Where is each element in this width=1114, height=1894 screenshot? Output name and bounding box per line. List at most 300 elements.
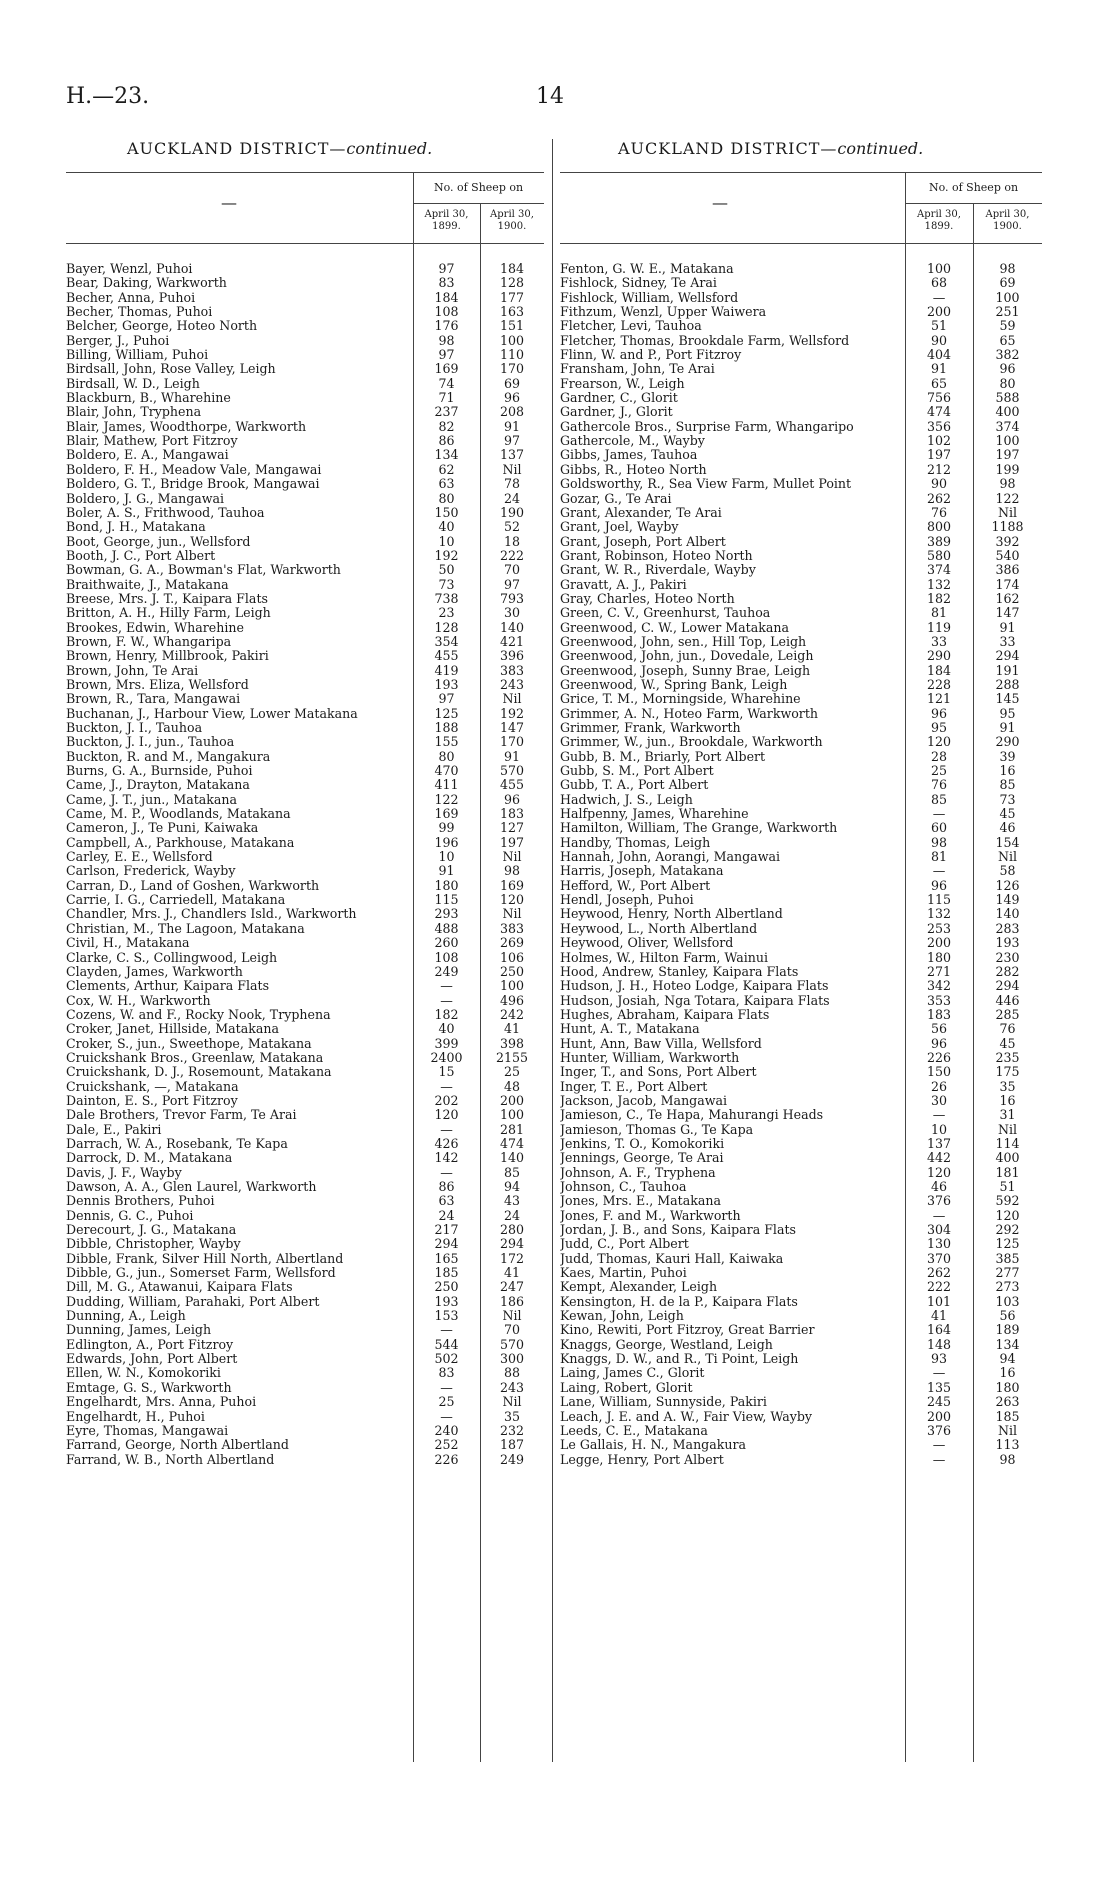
owner-name: Jamieson, C., Te Hapa, Mahurangi Heads [560,1108,824,1123]
owner-name: Chandler, Mrs. J., Chandlers Isld., Warkworth [66,907,357,922]
table-row [560,1323,1042,1337]
sheep-1899: 389 [926,533,952,549]
table-row [560,994,1042,1008]
sheep-1899: — [440,1322,453,1338]
table-row [560,348,1042,362]
table-row [66,692,544,706]
sheep-1899: 293 [434,906,459,922]
owner-name: Buchanan, J., Harbour View, Lower Matakana [66,706,358,721]
sheep-1899: 404 [926,347,952,363]
sheep-1900: 52 [503,519,521,535]
table-row [560,477,1042,491]
table-row [66,621,544,635]
owner-name: Grimmer, A. N., Hoteo Farm, Warkworth [560,706,818,721]
sheep-1899: 580 [926,547,952,563]
sheep-1899: 86 [438,433,455,449]
owner-name: Civil, H., Matakana [66,936,190,951]
left-rows [66,262,544,1467]
table-row [560,1180,1042,1194]
table-row [66,362,544,376]
sheep-1899: 96 [930,705,948,721]
sheep-1899: 200 [926,304,952,320]
table-row [66,1424,544,1438]
sheep-1900: 455 [499,777,525,793]
sheep-1900: 383 [499,920,525,936]
sheep-1900: 106 [499,949,525,965]
table-row [66,1180,544,1194]
sheep-1899: 51 [930,318,948,334]
owner-name: Fithzum, Wenzl, Upper Waiwera [560,305,767,320]
owner-name: Cruickshank, —, Matakana [66,1079,239,1094]
sheep-1900: 183 [499,806,525,822]
sheep-1900: 208 [499,404,525,420]
owner-name: Gubb, T. A., Port Albert [560,778,709,793]
table-row [560,319,1042,333]
table-row [560,1037,1042,1051]
table-row [66,893,544,907]
sheep-1900: 96 [999,361,1016,377]
owner-name: Emtage, G. S., Warkworth [66,1380,232,1395]
sheep-1899: 426 [434,1135,459,1151]
table-row [560,1295,1042,1309]
sheep-1900: 292 [995,1222,1020,1238]
sheep-1900: 192 [499,705,525,721]
sheep-1899: 83 [438,275,455,291]
sheep-1900: 163 [499,304,525,320]
sheep-1899: 121 [926,691,952,707]
owner-name: Edlington, A., Port Fitzroy [66,1337,234,1352]
owner-name: Goldsworthy, R., Sea View Farm, Mullet Point [560,477,852,492]
sheep-1900: 96 [503,390,521,406]
owner-name: Bayer, Wenzl, Puhoi [66,262,193,276]
sheep-1899: 99 [438,820,455,836]
owner-name: Hudson, Josiah, Nga Totara, Kaipara Flats [560,993,830,1008]
owner-name: Grant, Joel, Wayby [560,520,679,535]
sheep-1900: 140 [995,906,1020,922]
sheep-1900: 243 [499,1379,525,1395]
sheep-1900: 398 [499,1035,525,1051]
table-row [66,907,544,921]
sheep-1899: 122 [434,791,459,807]
owner-name: Blackburn, B., Wharehine [66,391,231,406]
sheep-1900: 199 [995,461,1020,477]
owner-name: Birdsall, John, Rose Valley, Leigh [66,362,276,377]
sheep-1899: — [932,1365,946,1381]
sheep-1899: — [440,1408,453,1424]
sheep-1900: 177 [499,289,525,305]
table-row [560,1453,1042,1467]
sheep-1899: 23 [438,605,455,621]
sheep-1900: 282 [995,963,1020,979]
sheep-1900: 100 [499,978,525,994]
table-row [560,334,1042,348]
table-row [560,305,1042,319]
sheep-1899: 28 [930,748,948,764]
owner-name: Grant, Joseph, Port Albert [560,534,726,549]
sheep-1899: 155 [434,734,459,750]
table-row [66,334,544,348]
sheep-1900: 80 [999,375,1016,391]
sheep-1899: 101 [926,1293,952,1309]
table-row [560,1223,1042,1237]
sheep-1899: 182 [926,590,952,606]
table-row [560,965,1042,979]
table-row [66,578,544,592]
sheep-1899: 271 [926,963,952,979]
table-row [560,979,1042,993]
owner-name: Knaggs, D. W., and R., Ti Point, Leigh [560,1352,799,1367]
table-row [66,592,544,606]
sheep-1899: 91 [438,863,455,879]
table-row [560,951,1042,965]
owner-name: Cox, W. H., Warkworth [66,993,211,1008]
sheep-1900: 70 [503,1322,521,1338]
owner-name: Inger, T. E., Port Albert [560,1079,708,1094]
sheep-1899: 176 [434,318,459,334]
sheep-1899: 226 [926,1049,952,1065]
owner-name: Holmes, W., Hilton Farm, Wainui [560,950,768,965]
sheep-1900: 18 [503,533,521,549]
sheep-1899: 240 [434,1422,459,1438]
owner-name: Dudding, William, Parahaki, Port Albert [66,1294,320,1309]
table-row [560,1123,1042,1137]
sheep-1899: 180 [434,877,459,893]
sheep-1899: 356 [926,418,952,434]
owner-name: Gathercole Bros., Surprise Farm, Whangaripo [560,419,854,434]
sheep-1900: 70 [503,562,521,578]
sheep-1899: 193 [434,676,459,692]
table-row [66,448,544,462]
sheep-1899: 97 [438,347,455,363]
sheep-1900: 185 [995,1408,1020,1424]
sheep-1899: 217 [434,1222,459,1238]
table-row [560,563,1042,577]
sheep-1900: 69 [503,375,521,391]
table-row [560,492,1042,506]
sheep-1899: 185 [434,1265,459,1281]
sheep-1899: 63 [438,476,455,492]
owner-name: Buckton, J. I., jun., Tauhoa [66,735,235,750]
sheep-1899: 756 [926,390,952,406]
table-row [560,836,1042,850]
sheep-1899: 474 [926,404,952,420]
sheep-1900: Nil [502,1308,522,1324]
owner-name: Hunter, William, Warkworth [560,1050,740,1065]
sheep-1899: 374 [926,562,952,578]
table-row [560,463,1042,477]
sheep-1900: 91 [999,619,1016,635]
owner-name: Hunt, Ann, Baw Villa, Wellsford [560,1036,762,1051]
table-row [560,764,1042,778]
sheep-1900: 91 [999,720,1016,735]
table-row [560,1022,1042,1036]
sheep-1899: 119 [926,619,952,635]
owner-name: Booth, J. C., Port Albert [66,548,216,563]
sheep-1899: 188 [434,720,459,735]
owner-name: Laing, Robert, Glorit [560,1380,693,1395]
sheep-1899: 249 [434,963,459,979]
table-row [66,821,544,835]
owner-name: Gibbs, R., Hoteo North [560,462,707,477]
sheep-1899: 165 [434,1250,459,1266]
sheep-1900: Nil [997,849,1018,865]
sheep-1900: 382 [995,347,1020,363]
owner-name: Boldero, F. H., Meadow Vale, Mangawai [66,462,322,477]
sheep-1900: 91 [503,748,521,764]
sheep-1900: 41 [503,1265,521,1281]
sheep-1900: 421 [499,633,525,649]
owner-name: Boot, George, jun., Wellsford [66,534,251,549]
sheep-1899: 245 [926,1394,952,1410]
owner-name: Dunning, A., Leigh [66,1309,186,1324]
owner-name: Hendl, Joseph, Puhoi [560,893,694,908]
owner-name: Halfpenny, James, Wharehine [560,807,749,822]
sheep-1900: 147 [995,605,1020,621]
sheep-1899: 184 [434,289,459,305]
sheep-1900: 294 [995,978,1020,994]
sheep-1899: 304 [926,1222,952,1238]
sheep-1899: 108 [434,304,459,320]
sheep-1899: 40 [438,519,455,535]
table-row [560,649,1042,663]
sheep-1900: 127 [499,820,525,836]
table-row [560,807,1042,821]
table-row [66,1065,544,1079]
sheep-1899: 63 [438,1193,455,1209]
sheep-1899: 148 [926,1336,952,1352]
owner-name: Laing, James C., Glorit [560,1366,705,1381]
sheep-1900: 56 [999,1308,1016,1324]
left-district-title: AUCKLAND DISTRICT—continued. [127,139,433,158]
sheep-1899: 76 [930,777,948,793]
owner-name: Jennings, George, Te Arai [560,1151,724,1166]
sheep-1899: 353 [926,992,952,1008]
table-row [66,1323,544,1337]
sheep-1899: — [932,1207,946,1223]
owner-name: Dale Brothers, Trevor Farm, Te Arai [66,1108,297,1123]
sheep-1899: 76 [930,504,948,520]
sheep-1899: 97 [438,261,455,276]
owner-name: Green, C. V., Greenhurst, Tauhoa [560,606,771,621]
sheep-1900: 273 [995,1279,1020,1295]
table-row [560,821,1042,835]
sheep-1899: 411 [434,777,459,793]
table-row [560,664,1042,678]
sheep-1900: 290 [995,734,1020,750]
sheep-1900: 184 [499,261,525,276]
sheep-1899: 81 [930,849,948,865]
owner-name: Greenwood, Joseph, Sunny Brae, Leigh [560,663,811,678]
owner-name: Grice, T. M., Morningside, Wharehine [560,692,801,707]
sheep-1899: 100 [926,261,952,276]
sheep-1900: 396 [499,648,525,664]
table-row [560,778,1042,792]
owner-name: Hunt, A. T., Matakana [560,1022,700,1037]
owner-name: Britton, A. H., Hilly Farm, Leigh [66,606,271,621]
table-row [66,922,544,936]
sheep-1899: — [932,863,946,879]
sheep-1899: 15 [438,1064,455,1080]
sheep-1899: — [932,289,946,305]
owner-name: Kaes, Martin, Puhoi [560,1266,687,1281]
left-header-1899: April 30, 1899. [424,209,469,232]
table-row [560,1410,1042,1424]
owner-name: Jackson, Jacob, Mangawai [560,1093,728,1108]
sheep-1900: 285 [995,1006,1020,1022]
sheep-1899: 150 [434,504,459,520]
sheep-1900: 125 [995,1236,1020,1252]
table-row [66,1151,544,1165]
table-row [560,1051,1042,1065]
owner-name: Billing, William, Puhoi [66,348,209,363]
owner-name: Clarke, C. S., Collingwood, Leigh [66,950,278,965]
owner-name: Blair, Mathew, Port Fitzroy [66,434,238,449]
table-row [66,1366,544,1380]
owner-name: Bond, J. H., Matakana [66,520,206,535]
sheep-1900: 280 [499,1222,525,1238]
owner-name: Brown, Henry, Millbrook, Pakiri [66,649,269,664]
owner-name: Johnson, C., Tauhoa [560,1180,687,1194]
sheep-1899: 294 [434,1236,459,1252]
sheep-1900: 41 [503,1021,521,1037]
owner-name: Handby, Thomas, Leigh [560,835,711,850]
sheep-1900: 197 [499,834,525,850]
owner-name: Jordan, J. B., and Sons, Kaipara Flats [560,1223,796,1238]
sheep-1900: 570 [499,1336,525,1352]
owner-name: Grant, Alexander, Te Arai [560,505,722,520]
table-row [66,506,544,520]
owner-name: Gozar, G., Te Arai [560,491,672,506]
center-divider [552,139,553,1762]
owner-name: Came, J., Drayton, Matakana [66,778,250,793]
sheep-1899: 228 [926,676,952,692]
table-row [560,291,1042,305]
sheep-1900: 35 [999,1078,1016,1094]
table-row [560,506,1042,520]
sheep-1899: 86 [438,1179,455,1194]
owner-name: Cameron, J., Te Puni, Kaiwaka [66,821,259,836]
sheep-1900: 294 [995,648,1020,664]
owner-name: Fishlock, William, Wellsford [560,290,739,305]
sheep-1900: Nil [997,1422,1018,1438]
sheep-1900: 97 [503,576,521,592]
right-column [560,172,1042,1762]
sheep-1899: 260 [434,935,459,951]
table-row [66,1123,544,1137]
right-table-header [560,172,1042,244]
owner-name: Heywood, Henry, North Albertland [560,907,783,922]
sheep-1900: 100 [995,433,1020,449]
owner-name: Hefford, W., Port Albert [560,878,711,893]
owner-name: Kino, Rewiti, Port Fitzroy, Great Barrier [560,1323,815,1338]
owner-name: Came, M. P., Woodlands, Matakana [66,807,291,822]
table-row [560,1438,1042,1452]
sheep-1900: 200 [499,1092,525,1108]
owner-name: Legge, Henry, Port Albert [560,1452,724,1467]
sheep-1900: 69 [999,275,1016,291]
sheep-1900: 172 [499,1250,525,1266]
owner-name: Engelhardt, Mrs. Anna, Puhoi [66,1395,257,1410]
sheep-1899: 85 [930,791,948,807]
table-row [560,549,1042,563]
owner-name: Le Gallais, H. N., Mangakura [560,1438,747,1453]
owner-name: Berger, J., Puhoi [66,333,170,348]
owner-name: Ellen, W. N., Komokoriki [66,1366,221,1381]
sheep-1900: 222 [499,547,525,563]
table-row [66,750,544,764]
table-row [560,1108,1042,1122]
table-row [66,420,544,434]
sheep-1900: 1188 [991,519,1024,535]
left-header-dash: — [221,193,237,212]
owner-name: Greenwood, John, sen., Hill Top, Leigh [560,634,807,649]
sheep-1900: 24 [503,490,521,506]
sheep-1899: 180 [926,949,952,965]
owner-name: Breese, Mrs. J. T., Kaipara Flats [66,591,268,606]
table-row [560,1065,1042,1079]
sheep-1899: 90 [930,476,948,492]
table-row [66,319,544,333]
sheep-1899: 455 [434,648,459,664]
table-row [66,778,544,792]
sheep-1899: 738 [434,590,459,606]
sheep-1900: 137 [499,447,525,463]
table-row [560,1209,1042,1223]
owner-name: Dunning, James, Leigh [66,1323,212,1338]
table-row [66,1266,544,1280]
sheep-1899: 196 [434,834,459,850]
owner-name: Leach, J. E. and A. W., Fair View, Wayby [560,1409,813,1424]
owner-name: Gardner, C., Glorit [560,391,678,406]
sheep-1899: 164 [926,1322,952,1338]
sheep-1900: 24 [503,1207,521,1223]
table-row [66,1008,544,1022]
sheep-1899: 81 [930,605,948,621]
table-row [560,678,1042,692]
sheep-1900: 85 [999,777,1016,793]
owner-name: Becher, Thomas, Puhoi [66,305,213,320]
sheep-1900: 98 [999,261,1016,276]
table-row [560,793,1042,807]
sheep-1899: 376 [926,1422,952,1438]
sheep-1899: 68 [930,275,948,291]
table-row [560,692,1042,706]
sheep-1900: 242 [499,1006,525,1022]
sheep-1900: 48 [503,1078,521,1094]
sheep-1899: 115 [434,892,459,908]
sheep-1900: 98 [999,476,1016,492]
table-row [560,864,1042,878]
table-row [66,549,544,563]
owner-name: Croker, Janet, Hillside, Matakana [66,1022,279,1037]
sheep-1900: 588 [995,390,1020,406]
sheep-1899: 98 [438,332,455,348]
table-row [66,1395,544,1409]
sheep-1899: 26 [930,1078,948,1094]
sheep-1900: 149 [995,892,1020,908]
table-row [560,1309,1042,1323]
owner-name: Davis, J. F., Wayby [66,1165,182,1180]
table-row [560,1151,1042,1165]
table-row [66,864,544,878]
owner-name: Lane, William, Sunnyside, Pakiri [560,1395,767,1410]
sheep-1899: 262 [926,490,952,506]
sheep-1899: 97 [438,691,455,707]
sheep-1899: 200 [926,935,952,951]
table-row [560,1366,1042,1380]
left-header-no-sheep: No. of Sheep on [433,181,524,194]
sheep-1900: 94 [999,1351,1016,1367]
